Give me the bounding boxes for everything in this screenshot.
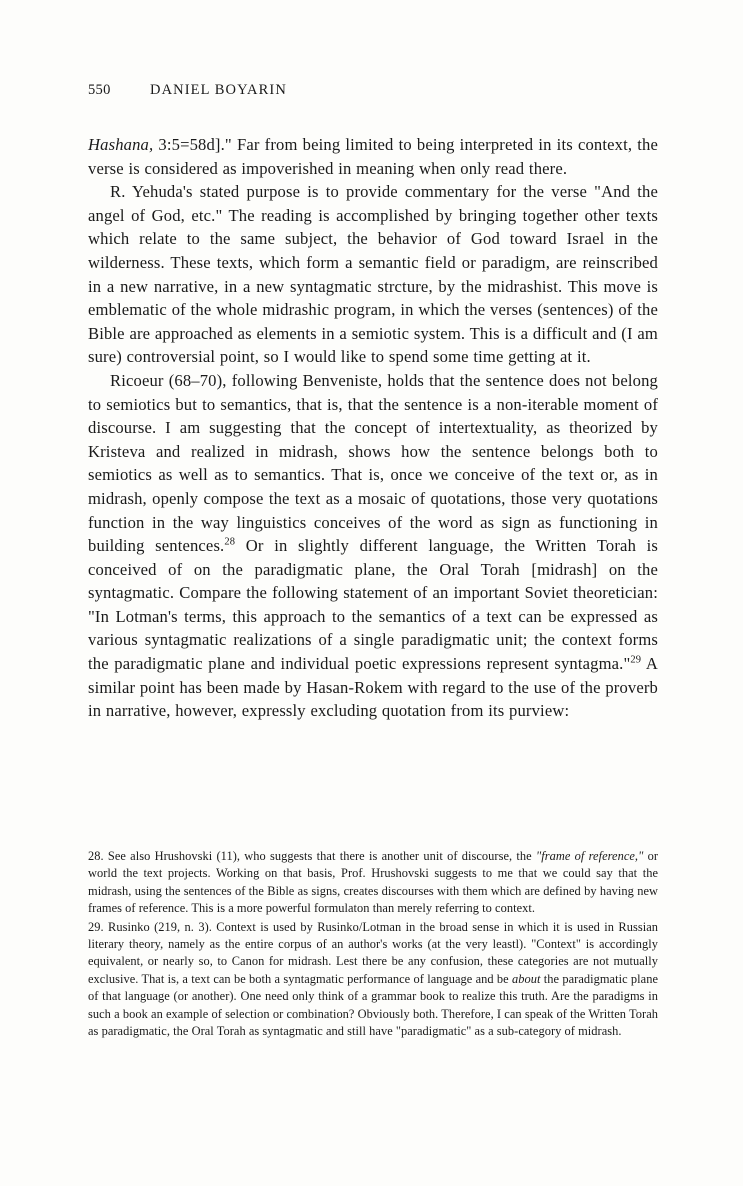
text-run: Ricoeur (68–70), following Benveniste, holds that the sentence does not belong to semiotics but to semantics, that is, that the sentence is a non-iterable moment of discourse. I am suggesting that the concept of intertextuality, as theorized by Kristeva and realized in midrash, shows how the sentence belongs both to semiotics as well as to semantics. That is, once we conceive of the text or, as in midrash, openly compose the text as a mosaic of quotations, those very quotations function in the way linguistics conceives of the word as sign as functioning in building sentences. — [88, 370, 658, 556]
para-yehuda — [88, 180, 658, 369]
text-run: R. Yehuda's stated purpose is to provide commentary for the verse "And the angel of God, etc." The reading is accomplished by bringing together other texts which relate to the same subject, the behavior of God toward Israel in the wilderness. These texts, which form a semantic field or paradigm, are reinscribed in a new narrative, in a new syntagmatic strcture, by the midrashist. This move is emblematic of the whole midrashic program, in which the verses (sentences) of the Bible are approached as elements in a semiotic system. This is a difficult and (I am sure) controversial point, so I would like to spend some time getting at it. — [88, 182, 658, 367]
text-run: 28. See also Hrushovski (11), who suggests that there is another unit of discourse, the — [88, 849, 536, 863]
page-number: 550 — [88, 82, 111, 98]
page-content — [88, 82, 658, 723]
running-head — [88, 82, 658, 99]
text-run: the paradigmatic plane of that language (or another). One need only think of a grammar book to realize this truth. Are the paradigms in such a book an example of selection or combination? Obviously both. Therefore, I can speak of the Written Torah as paradigmatic, the Oral Torah as syntagmatic and still have "paradigmatic" as a sub-category of midrash. — [88, 971, 658, 1039]
text-run: 28 — [224, 536, 236, 548]
text-run: 3:5=58d]." Far from being limited to being interpreted in its context, the verse is considered as impoverished in meaning when only read there. — [88, 135, 658, 178]
text-run: 29 — [630, 654, 642, 666]
footnotes-section — [88, 848, 658, 1040]
text-run: "frame of reference," — [535, 849, 644, 863]
text-run: Hashana, — [88, 135, 154, 154]
text-run: about — [512, 971, 541, 986]
footnote-28 — [88, 848, 658, 918]
text-run: A similar point has been made by Hasan-Rokem with regard to the use of the proverb in narrative, however, expressly excluding quotation from its purview: — [88, 654, 658, 721]
para-ricoeur — [88, 369, 658, 723]
text-run: 29. Rusinko (219, n. 3). Context is used by Rusinko/Lotman in the broad sense in which it is used in Russian literary theory, namely as the entire corpus of an author's works (at the very leastl). "Context" is accordingly equivalent, or nearly so, to Canon for midrash. Lest there be any confusion, these categories are not mutually exclusive. That is, a text can be both a syntagmatic performance of language and be — [88, 919, 658, 986]
body-text — [88, 133, 658, 723]
text-run: or world the text projects. Working on that basis, Prof. Hrushovski suggests to me that we could say that the midrash, using the sentences of the Bible as signs, creates discourses with them which are defined by having new frames of reference. This is a more powerful formulaton than merely referring to context. — [88, 849, 659, 916]
text-run: Or in slightly different language, the Written Torah is conceived of on the paradigmatic plane, the Oral Torah [midrash] on the syntagmatic. Compare the following statement of an important Soviet theoretician: "In Lotman's terms, this approach to the semantics of a text can be expressed as various syntagmatic realizations of a single paradigmatic unit; the context forms the paradigmatic plane and individual poetic expressions represent syntagma." — [88, 536, 658, 674]
running-head-author: DANIEL BOYARIN — [150, 82, 287, 98]
footnote-29 — [88, 919, 658, 1041]
para-hashana — [88, 133, 658, 180]
